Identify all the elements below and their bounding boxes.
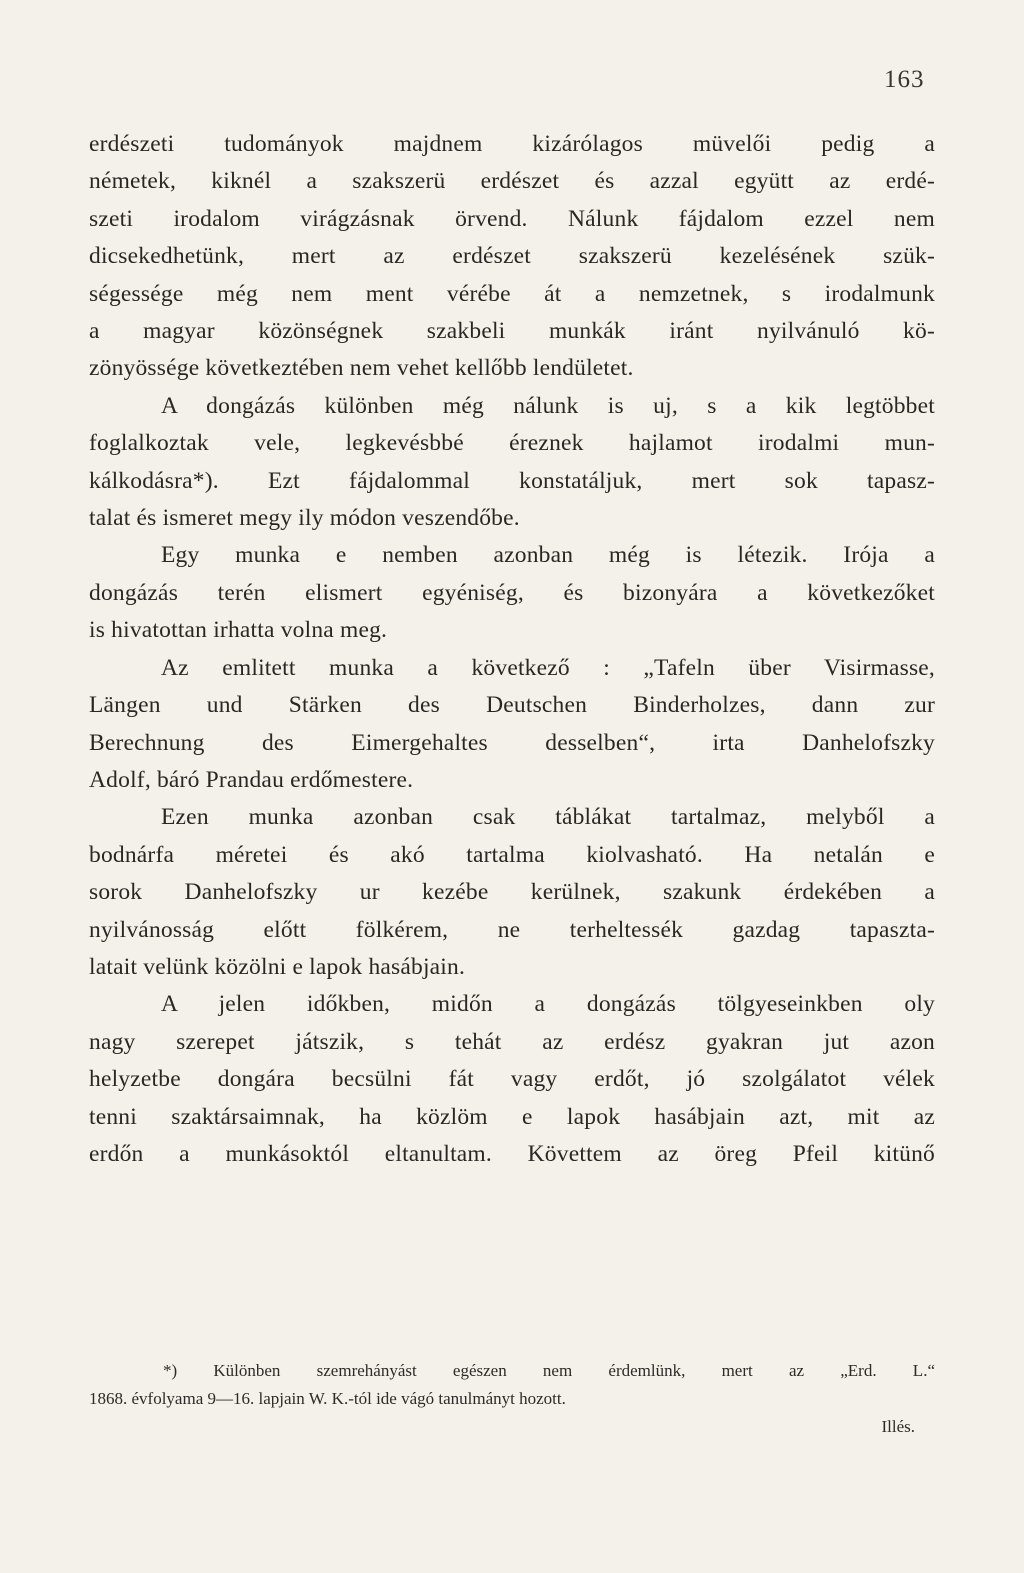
paragraph-6 bbox=[89, 986, 935, 1173]
text-line: helyzetbe dongára becsülni fát vagy erdőt, jó szolgálatot vélek bbox=[89, 1066, 935, 1093]
text-line: dongázás terén elismert egyéniség, és bizonyára a következőket bbox=[89, 579, 935, 606]
footnote-signature: Illés. bbox=[881, 1417, 915, 1436]
text-line: kálkodásra*). Ezt fájdalommal konstatáljuk, mert sok tapasz- bbox=[89, 467, 935, 494]
text-line: erdőn a munkásoktól eltanultam. Követtem az öreg Pfeil kitünő bbox=[89, 1140, 935, 1167]
text-line: foglalkoztak vele, legkevésbbé éreznek hajlamot irodalmi mun- bbox=[89, 430, 935, 457]
paragraph-2 bbox=[89, 388, 935, 538]
text-line: tenni szaktársaimnak, ha közlöm e lapok hasábjain azt, mit az bbox=[89, 1103, 935, 1130]
text-line: Ezen munka azonban csak táblákat tartalmaz, melyből a bbox=[161, 804, 935, 831]
text-line: a magyar közönségnek szakbeli munkák iránt nyilvánuló kö- bbox=[89, 318, 935, 345]
text-line: dicsekedhetünk, mert az erdészet szakszerü kezelésének szük- bbox=[89, 243, 935, 270]
text-line: erdészeti tudományok majdnem kizárólagos müvelői pedig a bbox=[89, 131, 935, 157]
text-line: talat és ismeret megy ily módon veszendőbe. bbox=[89, 505, 520, 532]
text-line: Berechnung des Eimergehaltes desselben“, irta Danhelofszky bbox=[89, 729, 935, 756]
text-line: Az emlitett munka a következő : „Tafeln über Visirmasse, bbox=[161, 654, 935, 681]
text-line: A dongázás különben még nálunk is uj, s a kik legtöbbet bbox=[161, 392, 935, 419]
text-line: nagy szerepet játszik, s tehát az erdész gyakran jut azon bbox=[89, 1028, 935, 1055]
paragraph-1 bbox=[89, 126, 935, 388]
footnote-line: *) Különben szemrehányást egészen nem érdemlünk, mert az „Erd. L.“ bbox=[163, 1361, 935, 1380]
text-line: latait velünk közölni e lapok hasábjain. bbox=[89, 953, 466, 980]
paragraph-3 bbox=[89, 537, 935, 649]
text-line: A jelen időkben, midőn a dongázás tölgyeseinkben oly bbox=[161, 991, 935, 1018]
text-line: szeti irodalom virágzásnak örvend. Nálunk fájdalom ezzel nem bbox=[89, 205, 935, 232]
text-line: Adolf, báró Prandau erdőmestere. bbox=[89, 766, 414, 793]
page-number: 163 bbox=[884, 66, 925, 93]
text-line: Egy munka e nemben azonban még is létezik. Irója a bbox=[161, 542, 935, 569]
text-line: bodnárfa méretei és akó tartalma kiolvasható. Ha netalán e bbox=[89, 841, 935, 868]
paragraph-4 bbox=[89, 650, 935, 800]
footnote-line: 1868. évfolyama 9—16. lapjain W. K.-tól ide vágó tanulmányt hozott. bbox=[89, 1389, 566, 1408]
text-line: németek, kiknél a szakszerü erdészet és azzal együtt az erdé- bbox=[89, 168, 935, 195]
text-line: ségessége még nem ment vérébe át a nemzetnek, s irodalmunk bbox=[89, 280, 935, 307]
text-line: is hivatottan irhatta volna meg. bbox=[89, 617, 388, 644]
body-text bbox=[89, 126, 935, 1173]
paragraph-5 bbox=[89, 799, 935, 986]
text-line: sorok Danhelofszky ur kezébe kerülnek, szakunk érdekében a bbox=[89, 879, 935, 906]
text-line: nyilvánosság előtt fölkérem, ne terheltessék gazdag tapaszta- bbox=[89, 916, 935, 943]
text-line: Längen und Stärken des Deutschen Binderholzes, dann zur bbox=[89, 692, 935, 719]
text-line: zönyössége következtében nem vehet kellőbb lendületet. bbox=[89, 355, 634, 382]
footnote bbox=[89, 1357, 935, 1441]
